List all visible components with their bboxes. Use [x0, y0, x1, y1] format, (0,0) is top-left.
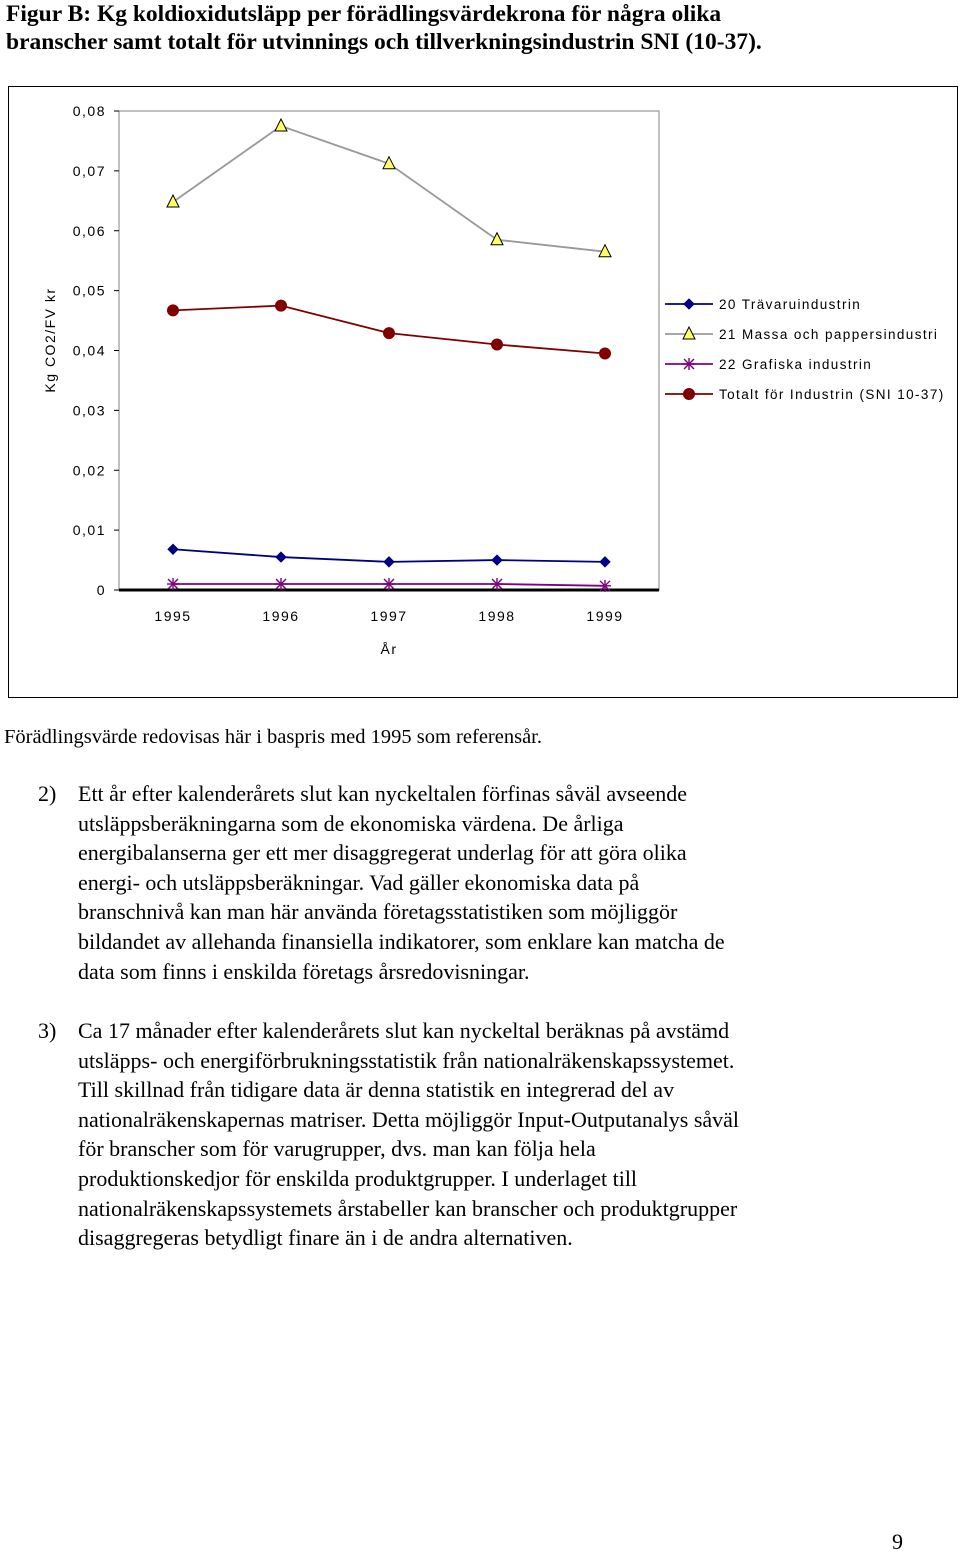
data-point [276, 300, 287, 311]
text-line: nationalräkenskapssystemets årstabeller kan branscher och produktgrupper [78, 1195, 738, 1221]
x-axis-label: År [380, 641, 398, 657]
legend-label: 20 Trävaruindustrin [719, 297, 862, 312]
legend-label: Totalt för Industrin (SNI 10-37) [719, 387, 945, 402]
y-tick-label: 0,08 [72, 103, 106, 119]
data-point [599, 580, 611, 592]
y-axis-label: Kg CO2/FV kr [42, 287, 58, 393]
x-tick-label: 1999 [586, 608, 624, 624]
text-line: energi- och utsläppsberäkningar. Vad gäller ekonomiska data på [78, 869, 640, 895]
data-point [383, 578, 395, 590]
text-line: energibalanserna ger ett mer disaggregerat underlag för att göra olika [78, 840, 687, 866]
legend-label: 22 Grafiska industrin [719, 357, 873, 372]
text-line: produktionskedjor för enskilda produktgrupper. I underlaget till [78, 1165, 638, 1191]
data-point [600, 557, 610, 567]
data-point [275, 119, 287, 131]
legend-marker [683, 327, 695, 339]
text-line: nationalräkenskapernas matriser. Detta möjliggör Input-Outputanalys såväl [78, 1106, 740, 1132]
text-line: Ca 17 månader efter kalenderårets slut kan nyckeltal beräknas på avstämd [78, 1018, 730, 1043]
list-item-text [78, 779, 918, 986]
text-line: Ett år efter kalenderårets slut kan nyckeltalen förfinas såväl avseende [78, 781, 687, 806]
series-line-2 [173, 126, 605, 252]
line-chart [0, 0, 960, 700]
text-line: bildandet av allehanda finansiella indikatorer, som enklare kan matcha de [78, 928, 725, 954]
data-point [168, 544, 178, 554]
data-point [492, 555, 502, 565]
list-item-number: 2) [38, 781, 57, 806]
data-point [167, 578, 179, 590]
data-point [491, 578, 503, 590]
data-point [167, 195, 179, 207]
figure-title-line-1: Figur B: Kg koldioxidutsläpp per förädlingsvärdekrona för några olika [6, 1, 722, 27]
text-line: utsläppsberäkningarna som de ekonomiska värdena. De årliga [78, 810, 624, 836]
legend-marker [683, 358, 695, 370]
x-tick-label: 1995 [154, 608, 192, 624]
y-tick-label: 0,01 [72, 522, 106, 539]
x-tick-label: 1996 [262, 608, 300, 624]
text-line: utsläpps- och energiförbrukningsstatistik från nationalräkenskapssystemet. [78, 1047, 735, 1073]
page-number: 9 [892, 1529, 903, 1554]
y-tick-label: 0 [96, 582, 106, 598]
figure-title-line-2: branscher samt totalt för utvinnings och tillverkningsindustrin SNI (10-37). [6, 29, 762, 55]
data-point [491, 233, 503, 245]
y-tick-label: 0,04 [72, 342, 106, 359]
x-tick-label: 1998 [478, 608, 516, 624]
y-tick-label: 0,07 [72, 162, 106, 179]
text-line: disaggregeras betydligt finare än i de andra alternativen. [78, 1225, 573, 1251]
legend-marker [684, 299, 694, 309]
data-point [600, 348, 611, 359]
list-item-text [78, 1016, 918, 1253]
text-line: data som finns i enskilda företags årsredovisningar. [78, 958, 530, 984]
text-line: för branscher som för varugrupper, dvs. man kan följa hela [78, 1136, 596, 1162]
y-tick-label: 0,06 [72, 222, 106, 239]
y-tick-label: 0,02 [72, 462, 106, 479]
list-item-number: 3) [38, 1018, 57, 1043]
reference-year-note: Förädlingsvärde redovisas här i baspris med 1995 som referensår. [4, 726, 542, 748]
text-line: branschnivå kan man här använda företagsstatistiken som möjliggör [78, 899, 678, 925]
y-tick-label: 0,03 [72, 402, 106, 419]
x-tick-label: 1997 [370, 608, 408, 624]
data-point [384, 557, 394, 567]
text-line: Till skillnad från tidigare data är denna statistik en integrerad del av [78, 1077, 675, 1103]
legend-marker [684, 389, 695, 400]
legend-label: 21 Massa och pappersindustri [719, 327, 939, 342]
data-point [492, 339, 503, 350]
data-point [276, 552, 286, 562]
data-point [168, 305, 179, 316]
y-tick-label: 0,05 [72, 282, 106, 299]
data-point [275, 578, 287, 590]
data-point [384, 328, 395, 339]
